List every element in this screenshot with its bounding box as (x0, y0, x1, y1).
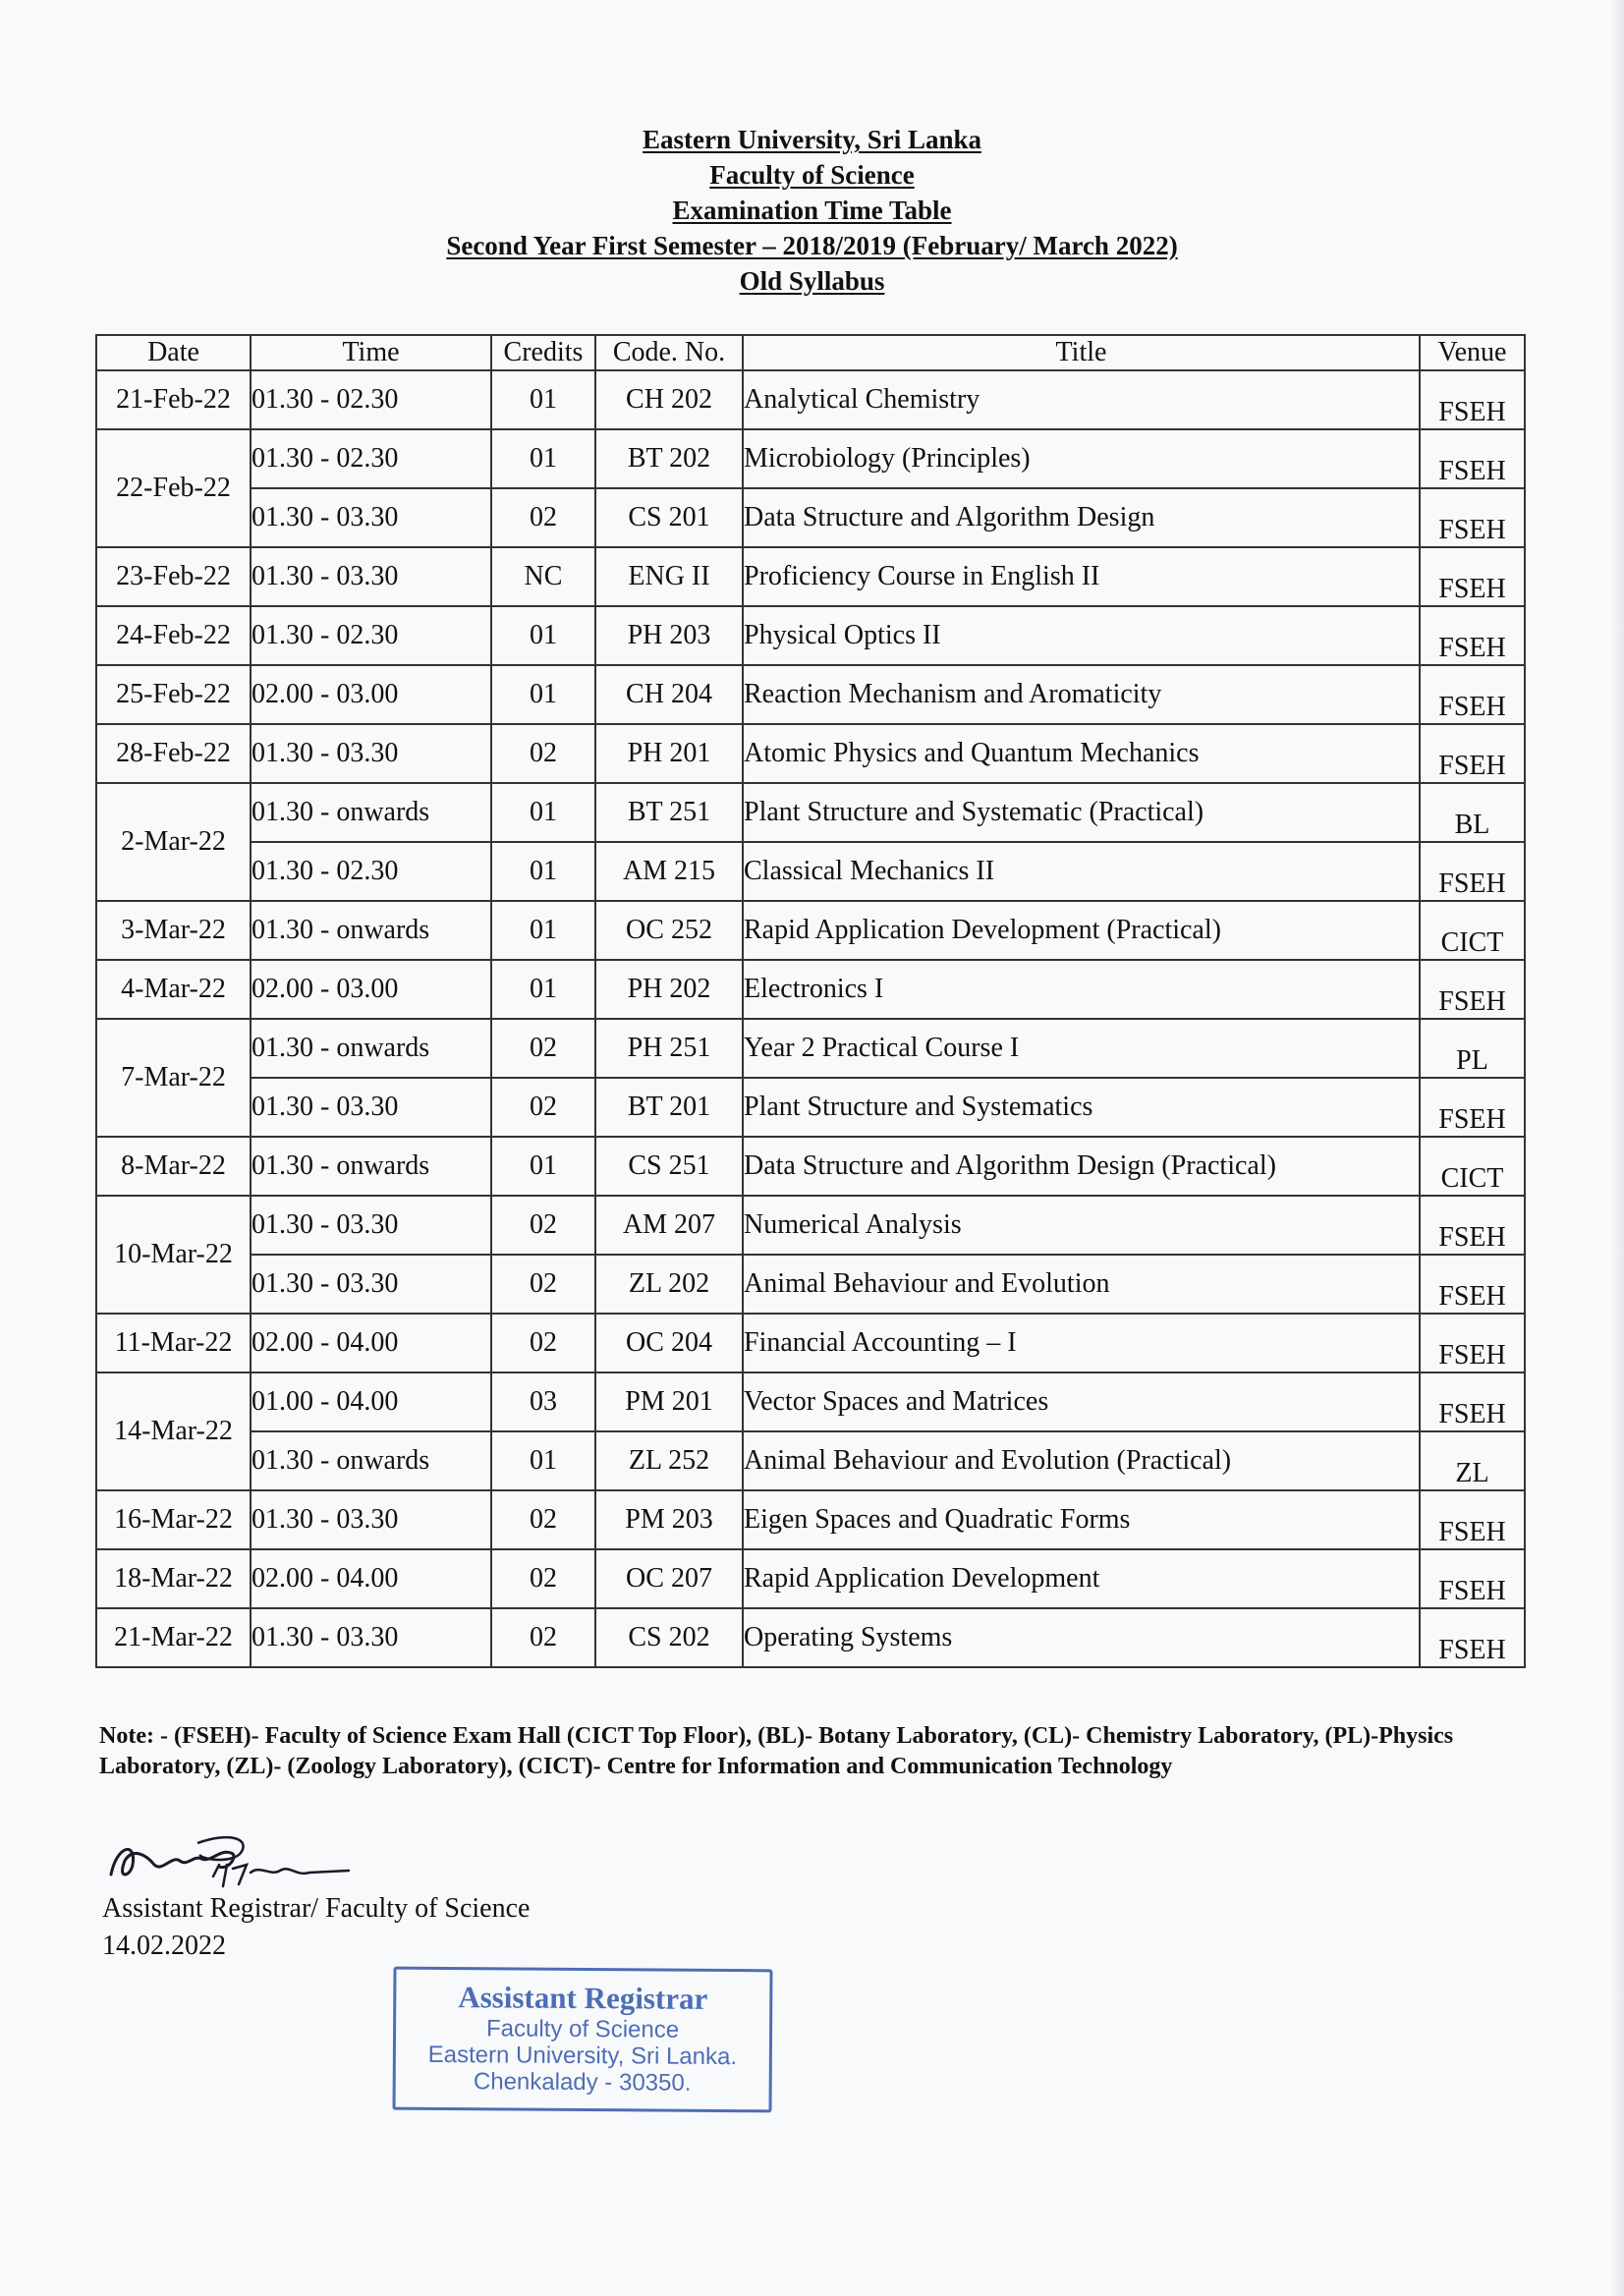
cell-date: 21-Feb-22 (96, 370, 251, 429)
table-row (96, 1608, 1525, 1667)
cell-code: OC 207 (595, 1549, 743, 1608)
table-row (96, 1255, 1525, 1314)
cell-venue: FSEH (1420, 1314, 1525, 1372)
cell-credits: 02 (491, 1196, 595, 1255)
cell-date: 10-Mar-22 (96, 1196, 251, 1314)
cell-credits: 01 (491, 1137, 595, 1196)
university-name: Eastern University, Sri Lanka (642, 125, 982, 154)
cell-time: 01.30 - 03.30 (251, 1255, 491, 1314)
cell-venue: FSEH (1420, 488, 1525, 547)
cell-date: 2-Mar-22 (96, 783, 251, 901)
cell-date: 25-Feb-22 (96, 665, 251, 724)
cell-venue: CICT (1420, 1137, 1525, 1196)
cell-title: Data Structure and Algorithm Design (743, 488, 1420, 547)
cell-title: Plant Structure and Systematic (Practical) (743, 783, 1420, 842)
table-row (96, 842, 1525, 901)
cell-code: BT 251 (595, 783, 743, 842)
cell-credits: 01 (491, 665, 595, 724)
exam-timetable (95, 334, 1526, 1668)
cell-title: Physical Optics II (743, 606, 1420, 665)
cell-title: Data Structure and Algorithm Design (Practical) (743, 1137, 1420, 1196)
cell-date: 14-Mar-22 (96, 1372, 251, 1490)
cell-date: 3-Mar-22 (96, 901, 251, 960)
stamp-address: Chenkalady - 30350. (473, 2068, 692, 2097)
cell-code: BT 201 (595, 1078, 743, 1137)
cell-credits: 02 (491, 1490, 595, 1549)
cell-venue: FSEH (1420, 606, 1525, 665)
cell-credits: 02 (491, 1314, 595, 1372)
cell-credits: 01 (491, 901, 595, 960)
cell-title: Financial Accounting – I (743, 1314, 1420, 1372)
cell-title: Animal Behaviour and Evolution (Practical) (743, 1431, 1420, 1490)
table-row (96, 1196, 1525, 1255)
cell-code: BT 202 (595, 429, 743, 488)
table-row (96, 1137, 1525, 1196)
table-row (96, 547, 1525, 606)
cell-code: AM 207 (595, 1196, 743, 1255)
cell-credits: 02 (491, 1019, 595, 1078)
cell-code: AM 215 (595, 842, 743, 901)
cell-time: 01.30 - 03.30 (251, 1196, 491, 1255)
cell-time: 01.30 - 03.30 (251, 547, 491, 606)
cell-code: OC 252 (595, 901, 743, 960)
cell-credits: 02 (491, 1608, 595, 1667)
column-header-time: Time (251, 335, 491, 370)
cell-title: Rapid Application Development (743, 1549, 1420, 1608)
syllabus-label: Old Syllabus (739, 266, 885, 296)
stamp-university: Eastern University, Sri Lanka. (427, 2041, 738, 2071)
cell-date: 28-Feb-22 (96, 724, 251, 783)
cell-code: PM 203 (595, 1490, 743, 1549)
cell-venue: BL (1420, 783, 1525, 842)
cell-title: Rapid Application Development (Practical) (743, 901, 1420, 960)
cell-credits: 01 (491, 783, 595, 842)
cell-date: 8-Mar-22 (96, 1137, 251, 1196)
cell-code: PH 201 (595, 724, 743, 783)
cell-credits: 01 (491, 1431, 595, 1490)
cell-credits: 02 (491, 724, 595, 783)
cell-venue: FSEH (1420, 960, 1525, 1019)
cell-venue: FSEH (1420, 842, 1525, 901)
cell-credits: 03 (491, 1372, 595, 1431)
cell-venue: FSEH (1420, 429, 1525, 488)
column-header-title: Title (743, 335, 1420, 370)
table-row (96, 1549, 1525, 1608)
cell-time: 01.00 - 04.00 (251, 1372, 491, 1431)
column-header-code: Code. No. (595, 335, 743, 370)
cell-credits: 01 (491, 960, 595, 1019)
cell-time: 01.30 - 03.30 (251, 1608, 491, 1667)
table-row (96, 665, 1525, 724)
cell-time: 02.00 - 04.00 (251, 1314, 491, 1372)
document-title: Examination Time Table (672, 196, 952, 225)
cell-venue: FSEH (1420, 1255, 1525, 1314)
table-row (96, 606, 1525, 665)
cell-code: ENG II (595, 547, 743, 606)
cell-time: 01.30 - 02.30 (251, 606, 491, 665)
cell-time: 01.30 - onwards (251, 1137, 491, 1196)
faculty-name: Faculty of Science (709, 160, 915, 190)
cell-venue: FSEH (1420, 1608, 1525, 1667)
cell-credits: 02 (491, 1549, 595, 1608)
cell-title: Year 2 Practical Course I (743, 1019, 1420, 1078)
table-row (96, 429, 1525, 488)
cell-time: 01.30 - onwards (251, 1431, 491, 1490)
cell-time: 01.30 - 02.30 (251, 370, 491, 429)
cell-venue: FSEH (1420, 1490, 1525, 1549)
cell-venue: FSEH (1420, 1078, 1525, 1137)
signatory-block (102, 1890, 530, 1965)
cell-title: Reaction Mechanism and Aromaticity (743, 665, 1420, 724)
cell-venue: FSEH (1420, 1549, 1525, 1608)
cell-code: ZL 252 (595, 1431, 743, 1490)
page-edge-shadow (1610, 0, 1624, 2296)
cell-title: Vector Spaces and Matrices (743, 1372, 1420, 1431)
cell-credits: 02 (491, 488, 595, 547)
cell-credits: 01 (491, 606, 595, 665)
cell-venue: FSEH (1420, 547, 1525, 606)
cell-credits: 02 (491, 1078, 595, 1137)
cell-date: 11-Mar-22 (96, 1314, 251, 1372)
cell-code: PH 202 (595, 960, 743, 1019)
cell-title: Classical Mechanics II (743, 842, 1420, 901)
table-row (96, 1431, 1525, 1490)
cell-venue: FSEH (1420, 370, 1525, 429)
venue-legend-note: Note: - (FSEH)- Faculty of Science Exam Hall (CICT Top Floor), (BL)- Botany Laboratory, (CL)- Chemistry Laboratory, (PL)-Physics Laboratory, (ZL)- (Zoology Laboratory), (CICT)- Centre for Information and Communication Technology (99, 1723, 1454, 1779)
table-row (96, 1019, 1525, 1078)
cell-time: 01.30 - 02.30 (251, 842, 491, 901)
semester-title: Second Year First Semester – 2018/2019 (February/ March 2022) (446, 231, 1178, 260)
table-row (96, 783, 1525, 842)
cell-code: CS 201 (595, 488, 743, 547)
cell-time: 02.00 - 03.00 (251, 960, 491, 1019)
cell-date: 18-Mar-22 (96, 1549, 251, 1608)
cell-title: Eigen Spaces and Quadratic Forms (743, 1490, 1420, 1549)
cell-time: 02.00 - 04.00 (251, 1549, 491, 1608)
table-row (96, 370, 1525, 429)
stamp-title: Assistant Registrar (458, 1980, 708, 2016)
cell-time: 01.30 - onwards (251, 901, 491, 960)
cell-title: Microbiology (Principles) (743, 429, 1420, 488)
cell-venue: ZL (1420, 1431, 1525, 1490)
cell-venue: CICT (1420, 901, 1525, 960)
cell-time: 01.30 - 03.30 (251, 488, 491, 547)
cell-time: 01.30 - 03.30 (251, 1078, 491, 1137)
table-row (96, 901, 1525, 960)
cell-date: 23-Feb-22 (96, 547, 251, 606)
signatory-role: Assistant Registrar/ Faculty of Science (102, 1893, 531, 1924)
cell-date: 22-Feb-22 (96, 429, 251, 547)
cell-date: 4-Mar-22 (96, 960, 251, 1019)
cell-date: 24-Feb-22 (96, 606, 251, 665)
cell-time: 01.30 - 03.30 (251, 724, 491, 783)
cell-time: 01.30 - 02.30 (251, 429, 491, 488)
signature-date: 14.02.2022 (102, 1931, 226, 1961)
cell-title: Proficiency Course in English II (743, 547, 1420, 606)
cell-date: 7-Mar-22 (96, 1019, 251, 1137)
cell-date: 16-Mar-22 (96, 1490, 251, 1549)
table-row (96, 1372, 1525, 1431)
cell-credits: 01 (491, 429, 595, 488)
cell-code: PH 251 (595, 1019, 743, 1078)
table-row (96, 1490, 1525, 1549)
table-header-row (96, 335, 1525, 370)
cell-title: Operating Systems (743, 1608, 1420, 1667)
cell-time: 02.00 - 03.00 (251, 665, 491, 724)
cell-credits: NC (491, 547, 595, 606)
cell-title: Numerical Analysis (743, 1196, 1420, 1255)
cell-time: 01.30 - 03.30 (251, 1490, 491, 1549)
cell-credits: 01 (491, 842, 595, 901)
cell-venue: FSEH (1420, 1372, 1525, 1431)
cell-credits: 01 (491, 370, 595, 429)
cell-code: CS 202 (595, 1608, 743, 1667)
cell-title: Analytical Chemistry (743, 370, 1420, 429)
document-heading (0, 122, 1624, 299)
cell-credits: 02 (491, 1255, 595, 1314)
cell-venue: PL (1420, 1019, 1525, 1078)
table-row (96, 960, 1525, 1019)
table-row (96, 724, 1525, 783)
cell-venue: FSEH (1420, 1196, 1525, 1255)
cell-code: ZL 202 (595, 1255, 743, 1314)
column-header-credits: Credits (491, 335, 595, 370)
cell-title: Plant Structure and Systematics (743, 1078, 1420, 1137)
column-header-venue: Venue (1420, 335, 1525, 370)
table-row (96, 488, 1525, 547)
cell-code: CS 251 (595, 1137, 743, 1196)
cell-title: Animal Behaviour and Evolution (743, 1255, 1420, 1314)
cell-date: 21-Mar-22 (96, 1608, 251, 1667)
cell-code: CH 204 (595, 665, 743, 724)
cell-code: PH 203 (595, 606, 743, 665)
cell-code: PM 201 (595, 1372, 743, 1431)
stamp-faculty: Faculty of Science (485, 2015, 680, 2044)
cell-title: Electronics I (743, 960, 1420, 1019)
office-stamp (392, 1967, 772, 2113)
cell-time: 01.30 - onwards (251, 1019, 491, 1078)
cell-title: Atomic Physics and Quantum Mechanics (743, 724, 1420, 783)
cell-code: OC 204 (595, 1314, 743, 1372)
cell-code: CH 202 (595, 370, 743, 429)
column-header-date: Date (96, 335, 251, 370)
cell-time: 01.30 - onwards (251, 783, 491, 842)
cell-venue: FSEH (1420, 665, 1525, 724)
table-row (96, 1314, 1525, 1372)
cell-venue: FSEH (1420, 724, 1525, 783)
handwritten-signature (103, 1825, 359, 1894)
table-row (96, 1078, 1525, 1137)
